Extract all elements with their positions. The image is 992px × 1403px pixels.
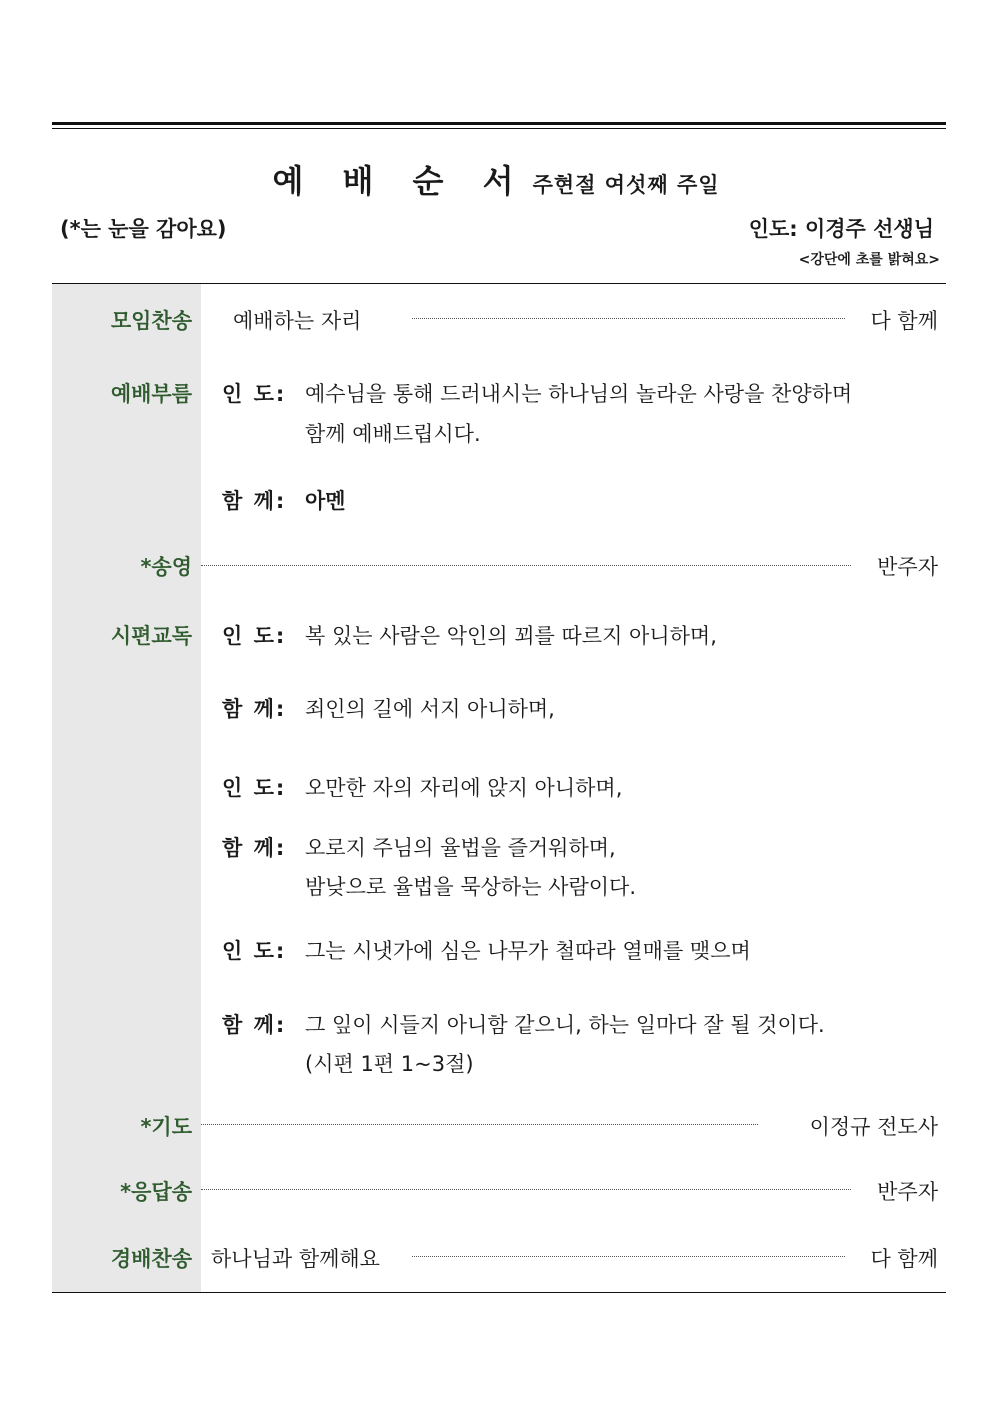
eyes-closed-note: (*는 눈을 감아요) bbox=[60, 217, 227, 241]
label-response-song: *응답송 bbox=[120, 1180, 192, 1204]
dot-leader bbox=[201, 565, 851, 566]
page-title bbox=[0, 156, 992, 202]
song-who: 반주자 bbox=[877, 555, 938, 579]
psalm-line: 오로지 주님의 율법을 즐거워하며, bbox=[305, 836, 616, 860]
closing-hymn-title: 하나님과 함께해요 bbox=[211, 1247, 380, 1271]
label-call-to-worship: 예배부름 bbox=[110, 382, 192, 406]
call-leader-line: 함께 예배드립시다. bbox=[305, 422, 481, 446]
label-song: *송영 bbox=[140, 555, 192, 579]
call-leader-line: 예수님을 통해 드러내시는 하나님의 놀라운 사랑을 찬양하며 bbox=[305, 382, 853, 406]
gathering-hymn-title: 예배하는 자리 bbox=[233, 309, 362, 333]
section-bottom-rule bbox=[52, 1292, 946, 1293]
psalm-reference: (시편 1편 1~3절) bbox=[305, 1052, 474, 1076]
speaker-all: 함 께: bbox=[222, 489, 287, 513]
dot-leader bbox=[201, 1124, 758, 1125]
closing-hymn-who: 다 함께 bbox=[870, 1247, 938, 1271]
psalm-line: 그는 시냇가에 심은 나무가 철따라 열매를 맺으며 bbox=[305, 939, 751, 963]
title-main: 예 배 순 서 bbox=[272, 162, 528, 200]
header-double-rule-thick bbox=[52, 122, 946, 125]
dot-leader bbox=[201, 1189, 851, 1190]
psalm-line: 밤낮으로 율법을 묵상하는 사람이다. bbox=[305, 875, 636, 899]
psalm-line: 그 잎이 시들지 아니함 같으니, 하는 일마다 잘 될 것이다. bbox=[305, 1013, 825, 1037]
speaker-all: 함 께: bbox=[222, 697, 287, 721]
psalm-line: 복 있는 사람은 악인의 꾀를 따르지 아니하며, bbox=[305, 624, 717, 648]
label-gathering-hymn: 모임찬송 bbox=[110, 309, 192, 333]
psalm-line: 죄인의 길에 서지 아니하며, bbox=[305, 697, 555, 721]
speaker-leader: 인 도: bbox=[222, 776, 287, 800]
candle-note: <강단에 초를 밝혀요> bbox=[798, 252, 940, 268]
label-psalm-reading: 시편교독 bbox=[110, 624, 192, 648]
call-all-line: 아멘 bbox=[305, 489, 346, 513]
speaker-all: 함 께: bbox=[222, 836, 287, 860]
title-subtitle: 주현절 여섯째 주일 bbox=[532, 173, 720, 197]
leader-info: 인도: 이경주 선생님 bbox=[748, 217, 934, 241]
prayer-who: 이정규 전도사 bbox=[809, 1115, 938, 1139]
dot-leader bbox=[412, 318, 845, 319]
speaker-all: 함 께: bbox=[222, 1013, 287, 1037]
header-double-rule-thin bbox=[52, 128, 946, 129]
speaker-leader: 인 도: bbox=[222, 939, 287, 963]
speaker-leader: 인 도: bbox=[222, 624, 287, 648]
response-who: 반주자 bbox=[877, 1180, 938, 1204]
psalm-line: 오만한 자의 자리에 앉지 아니하며, bbox=[305, 776, 623, 800]
label-closing-hymn: 경배찬송 bbox=[110, 1247, 192, 1271]
dot-leader bbox=[412, 1256, 845, 1257]
label-prayer: *기도 bbox=[140, 1115, 192, 1139]
gathering-hymn-who: 다 함께 bbox=[870, 309, 938, 333]
speaker-leader: 인 도: bbox=[222, 382, 287, 406]
